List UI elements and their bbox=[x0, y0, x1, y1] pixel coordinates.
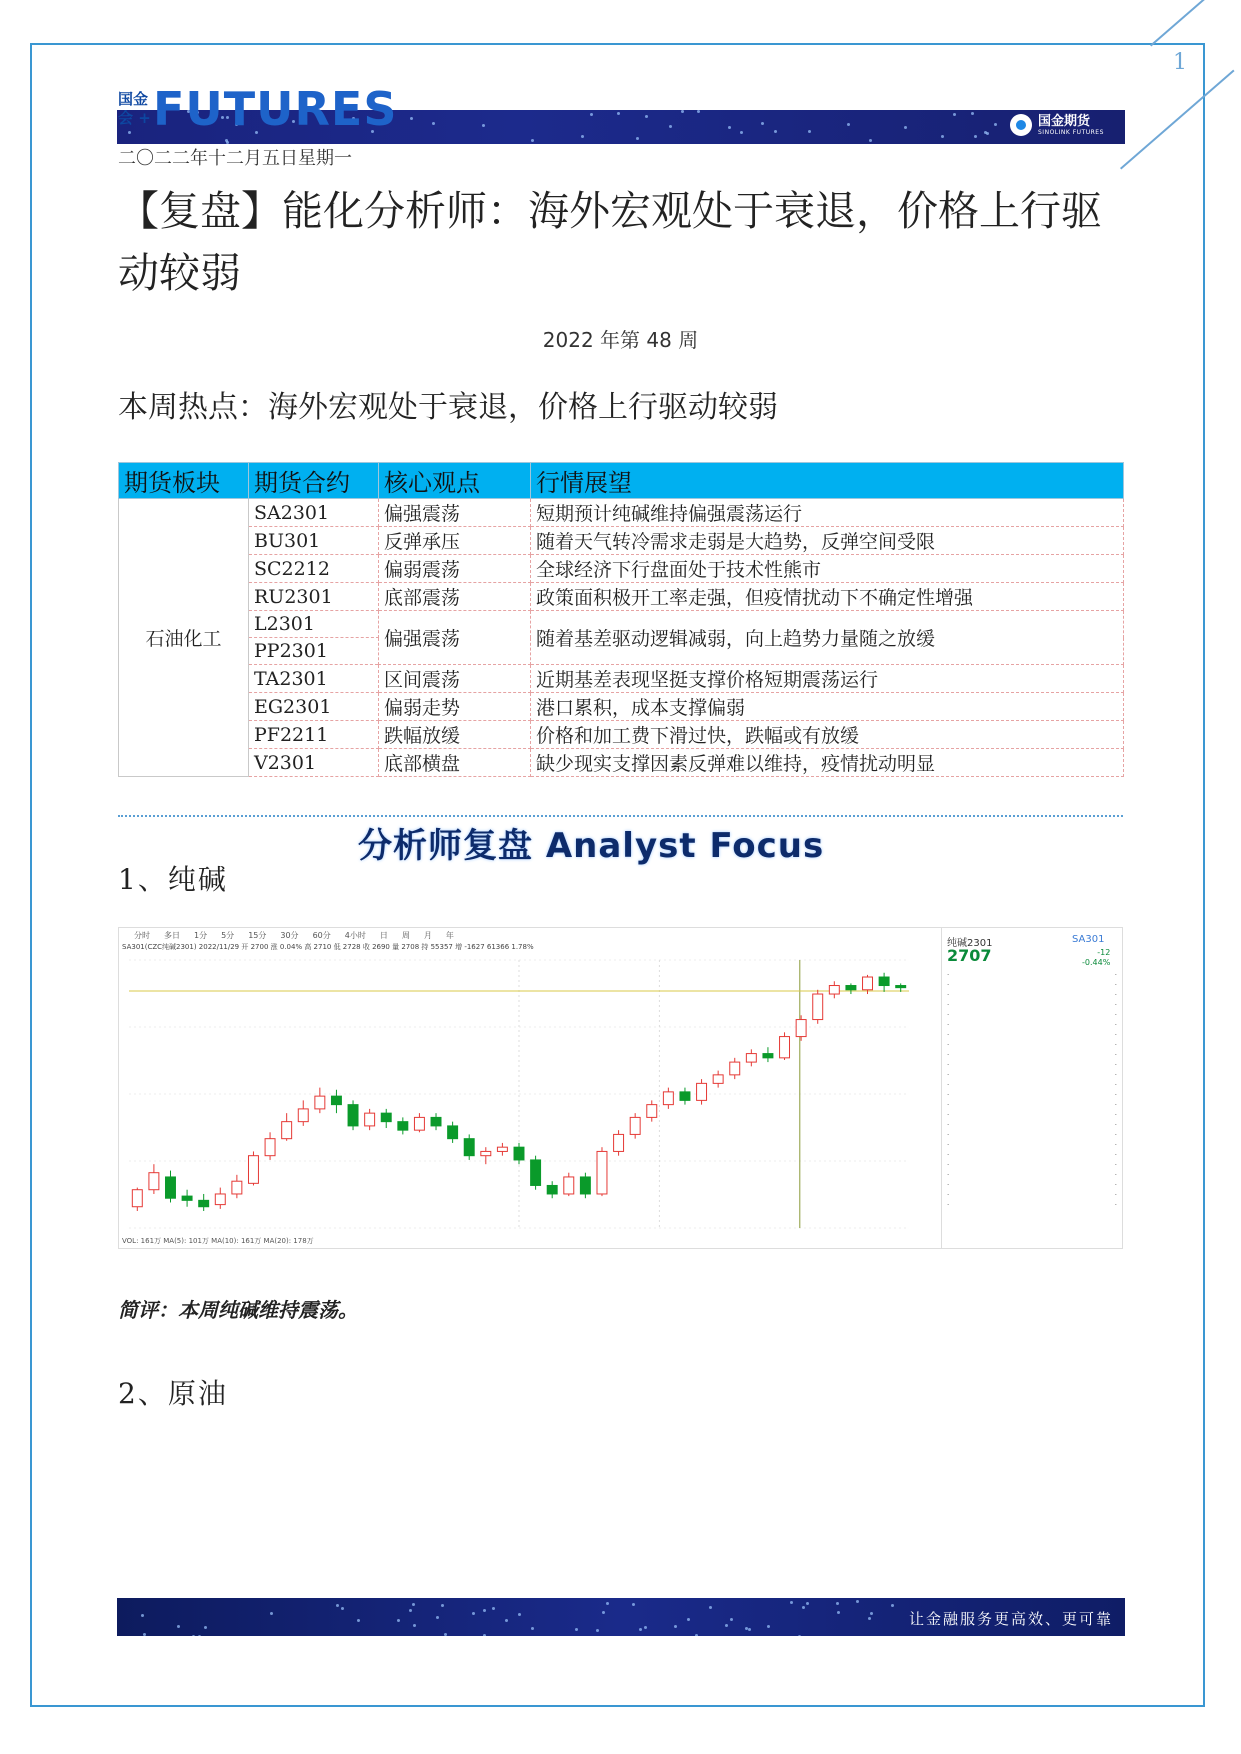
star-dot bbox=[806, 1602, 809, 1605]
chart-period-3[interactable]: 5分 bbox=[221, 930, 235, 940]
star-dot bbox=[681, 110, 684, 113]
star-dot bbox=[971, 112, 974, 115]
quote-row-value: · bbox=[1114, 1021, 1117, 1029]
star-dot bbox=[505, 1619, 508, 1622]
chart-period-9[interactable]: 周 bbox=[401, 930, 410, 940]
view-cell: 底部震荡 bbox=[379, 583, 531, 611]
comment-text: 简评：本周纯碱维持震荡。 bbox=[118, 1298, 358, 1322]
quote-row-value: · bbox=[1114, 1061, 1117, 1069]
candle-body bbox=[182, 1196, 192, 1200]
quote-row-label: · bbox=[947, 1041, 950, 1049]
table-header-row bbox=[119, 463, 1124, 499]
star-dot bbox=[606, 1602, 609, 1605]
star-dot bbox=[808, 130, 811, 133]
quote-rows bbox=[947, 970, 1117, 1210]
contract-cell: V2301 bbox=[249, 749, 379, 777]
table-row bbox=[119, 499, 1124, 527]
candle-body bbox=[846, 986, 856, 990]
candle-body bbox=[879, 977, 889, 986]
star-dot bbox=[192, 1635, 195, 1636]
table-row bbox=[119, 749, 1124, 777]
star-dot bbox=[774, 130, 777, 133]
quote-row-value: · bbox=[1114, 991, 1117, 999]
quote-row-value: · bbox=[1114, 1151, 1117, 1159]
chart-plot bbox=[119, 928, 941, 1249]
candle-body bbox=[298, 1109, 308, 1122]
table-row bbox=[119, 665, 1124, 693]
quote-change bbox=[1082, 948, 1110, 968]
quote-row-value: · bbox=[1114, 1171, 1117, 1179]
section-heading-soda-ash: 1、纯碱 bbox=[118, 863, 228, 896]
outlook-cell: 全球经济下行盘面处于技术性熊市 bbox=[531, 555, 1124, 583]
star-dot bbox=[531, 139, 534, 142]
candle-body bbox=[647, 1105, 657, 1118]
outlook-cell: 随着基差驱动逻辑减弱，向上趋势力量随之放缓 bbox=[531, 611, 1124, 665]
quote-row-label: · bbox=[947, 1151, 950, 1159]
contract-cell: SA2301 bbox=[249, 499, 379, 527]
contract-cell: TA2301 bbox=[249, 665, 379, 693]
quote-row-label: · bbox=[947, 1031, 950, 1039]
star-dot bbox=[409, 1609, 412, 1612]
candle-body bbox=[580, 1177, 590, 1194]
candle-body bbox=[813, 994, 823, 1020]
quote-row bbox=[947, 1200, 1117, 1210]
quote-row-label: · bbox=[947, 981, 950, 989]
candle-body bbox=[398, 1122, 408, 1131]
quote-row bbox=[947, 1090, 1117, 1100]
star-dot bbox=[357, 1619, 360, 1622]
quote-row bbox=[947, 1130, 1117, 1140]
star-dot bbox=[198, 1635, 201, 1636]
star-dot bbox=[128, 131, 131, 134]
star-dot bbox=[870, 1612, 873, 1615]
chart-period-1[interactable]: 多日 bbox=[164, 930, 180, 940]
star-dot bbox=[847, 123, 850, 126]
star-dot bbox=[436, 1616, 439, 1619]
star-dot bbox=[482, 124, 485, 127]
candle-body bbox=[863, 977, 873, 990]
star-dot bbox=[974, 135, 977, 138]
quote-row-value: · bbox=[1114, 1081, 1117, 1089]
candle-body bbox=[431, 1117, 441, 1126]
quote-row bbox=[947, 1020, 1117, 1030]
quote-row-label: · bbox=[947, 1121, 950, 1129]
quote-row-label: · bbox=[947, 1141, 950, 1149]
quote-row bbox=[947, 980, 1117, 990]
candle-body bbox=[514, 1147, 524, 1160]
chart-period-6[interactable]: 60分 bbox=[312, 930, 331, 940]
star-dot bbox=[581, 135, 584, 138]
star-dot bbox=[596, 1629, 599, 1632]
star-dot bbox=[644, 1626, 647, 1629]
quote-row-label: · bbox=[947, 991, 950, 999]
candle-body bbox=[531, 1160, 541, 1186]
contract-cell: BU301 bbox=[249, 527, 379, 555]
star-dot bbox=[767, 1625, 770, 1628]
star-dot bbox=[444, 1633, 447, 1636]
star-dot bbox=[697, 110, 700, 113]
view-cell: 底部横盘 bbox=[379, 749, 531, 777]
quote-row-value: · bbox=[1114, 1201, 1117, 1209]
quote-code: SA301 bbox=[1072, 934, 1105, 945]
dotted-divider bbox=[118, 815, 1123, 817]
star-dot bbox=[270, 1612, 273, 1615]
star-dot bbox=[432, 122, 435, 125]
star-dot bbox=[472, 1612, 475, 1615]
star-dot bbox=[645, 115, 648, 118]
quote-row-label: · bbox=[947, 1021, 950, 1029]
star-dot bbox=[341, 1607, 344, 1610]
candle-body bbox=[614, 1134, 624, 1151]
candle-body bbox=[248, 1156, 258, 1184]
candle-body bbox=[780, 1037, 790, 1058]
candle-body bbox=[663, 1092, 673, 1105]
brand-circle-icon bbox=[1010, 114, 1032, 136]
quote-row-value: · bbox=[1114, 1161, 1117, 1169]
quote-change-value: -12 bbox=[1097, 948, 1111, 957]
quote-change-pct: -0.44% bbox=[1082, 958, 1111, 967]
candle-body bbox=[414, 1117, 424, 1130]
report-date: 二〇二二年十二月五日星期一 bbox=[118, 148, 352, 169]
candle-body bbox=[547, 1185, 557, 1194]
star-dot bbox=[177, 1625, 180, 1628]
quote-row bbox=[947, 1050, 1117, 1060]
table-row bbox=[119, 611, 1124, 638]
quote-row bbox=[947, 1170, 1117, 1180]
candle-body bbox=[680, 1092, 690, 1101]
quote-row bbox=[947, 1120, 1117, 1130]
star-dot bbox=[412, 1603, 415, 1606]
outlook-cell: 港口累积，成本支撑偏弱 bbox=[531, 693, 1124, 721]
table-row bbox=[119, 527, 1124, 555]
quote-row-value: · bbox=[1114, 1041, 1117, 1049]
outlook-cell: 缺少现实支撑因素反弹难以维持，疫情扰动明显 bbox=[531, 749, 1124, 777]
star-dot bbox=[941, 135, 944, 138]
outlook-cell: 随着天气转冷需求走弱是大趋势，反弹空间受限 bbox=[531, 527, 1124, 555]
candle-body bbox=[199, 1200, 209, 1206]
quote-row-label: · bbox=[947, 1161, 950, 1169]
star-dot bbox=[531, 1627, 534, 1630]
quote-row bbox=[947, 1060, 1117, 1070]
quote-row-value: · bbox=[1114, 1051, 1117, 1059]
outlook-table bbox=[118, 462, 1124, 777]
star-dot bbox=[687, 1618, 690, 1621]
quote-row-value: · bbox=[1114, 1131, 1117, 1139]
candle-body bbox=[232, 1181, 242, 1194]
candle-body bbox=[713, 1075, 723, 1084]
quote-row bbox=[947, 1070, 1117, 1080]
quote-row-label: · bbox=[947, 1071, 950, 1079]
quote-row-label: · bbox=[947, 1201, 950, 1209]
quote-panel bbox=[941, 928, 1123, 1249]
quote-row-value: · bbox=[1114, 1141, 1117, 1149]
header-sector: 期货板块 bbox=[119, 463, 249, 499]
view-cell: 偏强震荡 bbox=[379, 499, 531, 527]
candlestick-chart bbox=[118, 927, 1123, 1249]
quote-row bbox=[947, 1040, 1117, 1050]
quote-row-value: · bbox=[1114, 1031, 1117, 1039]
quote-row-label: · bbox=[947, 971, 950, 979]
chart-period-5[interactable]: 30分 bbox=[280, 930, 299, 940]
star-dot bbox=[143, 1633, 146, 1636]
candle-body bbox=[166, 1177, 176, 1198]
view-cell: 偏强震荡 bbox=[379, 611, 531, 665]
logo-mark: 国金 会 + bbox=[118, 90, 151, 127]
quote-row-label: · bbox=[947, 1081, 950, 1089]
star-dot bbox=[904, 126, 907, 129]
quote-row bbox=[947, 1030, 1117, 1040]
star-dot bbox=[636, 137, 639, 140]
volume-indicator: VOL: 161万 MA(5): 101万 MA(10): 161万 MA(20): 178万 bbox=[122, 1237, 314, 1245]
quote-row bbox=[947, 1000, 1117, 1010]
outlook-cell: 政策面积极开工率走强，但疫情扰动下不确定性增强 bbox=[531, 583, 1124, 611]
quote-row-label: · bbox=[947, 1051, 950, 1059]
quote-row-value: · bbox=[1114, 1181, 1117, 1189]
star-dot bbox=[725, 1624, 728, 1627]
candle-body bbox=[481, 1151, 491, 1155]
quote-row-label: · bbox=[947, 1181, 950, 1189]
footer-banner bbox=[117, 1598, 1125, 1636]
chart-period-11[interactable]: 年 bbox=[445, 930, 454, 940]
candle-body bbox=[896, 986, 906, 988]
star-dot bbox=[669, 125, 672, 128]
star-dot bbox=[790, 1601, 793, 1604]
candle-body bbox=[730, 1062, 740, 1075]
candle-body bbox=[763, 1054, 773, 1058]
table-row bbox=[119, 555, 1124, 583]
candle-body bbox=[132, 1190, 142, 1207]
corner-decoration bbox=[1150, 0, 1234, 47]
star-dot bbox=[868, 1617, 871, 1620]
star-dot bbox=[483, 1609, 486, 1612]
quote-row-value: · bbox=[1114, 1121, 1117, 1129]
star-dot bbox=[492, 1607, 495, 1610]
view-cell: 偏弱震荡 bbox=[379, 555, 531, 583]
star-dot bbox=[632, 1603, 635, 1606]
header-outlook: 行情展望 bbox=[531, 463, 1124, 499]
chart-period-0[interactable]: 分时 bbox=[134, 930, 150, 940]
star-dot bbox=[994, 123, 997, 126]
contract-cell: SC2212 bbox=[249, 555, 379, 583]
quote-row-label: · bbox=[947, 1131, 950, 1139]
footer-slogan: 让金融服务更高效、更可靠 bbox=[908, 1610, 1113, 1628]
star-dot bbox=[639, 1628, 642, 1631]
star-dot bbox=[483, 1634, 486, 1636]
quote-row bbox=[947, 1010, 1117, 1020]
table-row bbox=[119, 583, 1124, 611]
star-dot bbox=[761, 122, 764, 125]
quote-row-value: · bbox=[1114, 1001, 1117, 1009]
candle-body bbox=[829, 986, 839, 995]
table-row bbox=[119, 693, 1124, 721]
quote-symbol: 纯碱2301 bbox=[947, 938, 993, 949]
star-dot bbox=[856, 1600, 859, 1603]
candle-body bbox=[282, 1122, 292, 1139]
quote-row-value: · bbox=[1114, 1101, 1117, 1109]
quote-row bbox=[947, 1100, 1117, 1110]
chart-period-4[interactable]: 15分 bbox=[248, 930, 267, 940]
quote-row bbox=[947, 970, 1117, 980]
quote-row bbox=[947, 1190, 1117, 1200]
star-dot bbox=[837, 1611, 840, 1614]
outlook-cell: 近期基差表现坚挺支撑价格短期震荡运行 bbox=[531, 665, 1124, 693]
week-label: 2022 年第 48 周 bbox=[542, 328, 699, 352]
view-cell: 区间震荡 bbox=[379, 665, 531, 693]
candle-body bbox=[796, 1020, 806, 1037]
star-dot bbox=[891, 1604, 894, 1607]
section-heading-crude-oil: 2、原油 bbox=[118, 1377, 228, 1410]
table-row bbox=[119, 721, 1124, 749]
contract-cell: EG2301 bbox=[249, 693, 379, 721]
view-cell: 偏弱走势 bbox=[379, 693, 531, 721]
quote-row-label: · bbox=[947, 1171, 950, 1179]
quote-row-value: · bbox=[1114, 1091, 1117, 1099]
star-dot bbox=[141, 1614, 144, 1617]
quote-row bbox=[947, 1160, 1117, 1170]
candle-body bbox=[215, 1194, 225, 1205]
candle-body bbox=[630, 1117, 640, 1134]
quote-row bbox=[947, 990, 1117, 1000]
quote-row-value: · bbox=[1114, 971, 1117, 979]
quote-row-label: · bbox=[947, 1101, 950, 1109]
star-dot bbox=[986, 132, 989, 135]
futures-logo: FUTURES bbox=[153, 82, 398, 136]
candle-body bbox=[597, 1151, 607, 1194]
view-cell: 跌幅放缓 bbox=[379, 721, 531, 749]
quote-row-value: · bbox=[1114, 981, 1117, 989]
quote-row-value: · bbox=[1114, 1191, 1117, 1199]
star-dot bbox=[802, 1606, 805, 1609]
quote-row-label: · bbox=[947, 1091, 950, 1099]
candle-body bbox=[497, 1147, 507, 1151]
candle-body bbox=[697, 1083, 707, 1100]
star-dot bbox=[397, 1619, 400, 1622]
quote-row-value: · bbox=[1114, 1011, 1117, 1019]
quote-row bbox=[947, 1080, 1117, 1090]
quote-row bbox=[947, 1110, 1117, 1120]
star-dot bbox=[590, 113, 593, 116]
star-dot bbox=[575, 1628, 578, 1631]
quote-row-label: · bbox=[947, 1011, 950, 1019]
brand-subtitle: SINOLINK FUTURES bbox=[1038, 128, 1104, 136]
quote-row-label: · bbox=[947, 1001, 950, 1009]
star-dot bbox=[740, 131, 743, 134]
outlook-cell: 价格和加工费下滑过快，跌幅或有放缓 bbox=[531, 721, 1124, 749]
candle-body bbox=[348, 1105, 358, 1126]
ticker-info: SA301(CZC纯碱2301) 2022/11/29 开 2700 涨 0.04% 高 2710 低 2728 收 2690 量 2708 持 55357 增 -1627 61366 1.78% bbox=[122, 943, 534, 951]
candle-body bbox=[746, 1054, 756, 1063]
star-dot bbox=[336, 1604, 339, 1607]
quote-row bbox=[947, 1140, 1117, 1150]
hot-topic: 本周热点：海外宏观处于衰退，价格上行驱动较弱 bbox=[118, 390, 778, 425]
star-dot bbox=[730, 1618, 733, 1621]
candle-body bbox=[331, 1096, 341, 1105]
candle-body bbox=[365, 1113, 375, 1126]
analyst-focus-banner: 分析师复盘 Analyst Focus bbox=[358, 826, 825, 866]
star-dot bbox=[798, 1635, 801, 1636]
candle-body bbox=[464, 1139, 474, 1156]
star-dot bbox=[728, 126, 731, 129]
star-dot bbox=[836, 1602, 839, 1605]
candle-body bbox=[381, 1113, 391, 1122]
star-dot bbox=[518, 1613, 521, 1616]
star-dot bbox=[953, 113, 956, 116]
star-dot bbox=[602, 1611, 605, 1614]
chart-period-2[interactable]: 1分 bbox=[194, 930, 208, 940]
contract-cell: PP2301 bbox=[249, 638, 379, 665]
star-dot bbox=[869, 139, 872, 142]
chart-period-7[interactable]: 4小时 bbox=[344, 930, 366, 940]
star-dot bbox=[410, 117, 413, 120]
candle-body bbox=[149, 1173, 159, 1190]
brand-name: 国金期货 bbox=[1038, 113, 1091, 129]
star-dot bbox=[695, 1634, 698, 1636]
star-dot bbox=[748, 1628, 751, 1631]
star-dot bbox=[441, 1604, 444, 1607]
star-dot bbox=[617, 112, 620, 115]
candle-body bbox=[448, 1126, 458, 1139]
header-contract: 期货合约 bbox=[249, 463, 379, 499]
star-dot bbox=[709, 1606, 712, 1609]
quote-row-value: · bbox=[1114, 1071, 1117, 1079]
page-title: 【复盘】能化分析师：海外宏观处于衰退，价格上行驱动较弱 bbox=[118, 187, 1102, 297]
quote-row-label: · bbox=[947, 1111, 950, 1119]
contract-cell: PF2211 bbox=[249, 721, 379, 749]
chart-period-8[interactable]: 日 bbox=[379, 930, 388, 940]
page-number: 1 bbox=[1173, 50, 1187, 75]
quote-row-label: · bbox=[947, 1061, 950, 1069]
chart-period-10[interactable]: 月 bbox=[423, 930, 432, 940]
quote-row-value: · bbox=[1114, 1111, 1117, 1119]
contract-cell: RU2301 bbox=[249, 583, 379, 611]
header-view: 核心观点 bbox=[379, 463, 531, 499]
sector-cell: 石油化工 bbox=[119, 499, 249, 777]
star-dot bbox=[674, 1625, 677, 1628]
candle-body bbox=[265, 1139, 275, 1156]
star-dot bbox=[413, 1624, 416, 1627]
star-dot bbox=[204, 1626, 207, 1629]
brand-badge bbox=[1010, 114, 1104, 136]
contract-cell: L2301 bbox=[249, 611, 379, 638]
outlook-cell: 短期预计纯碱维持偏强震荡运行 bbox=[531, 499, 1124, 527]
candle-body bbox=[315, 1096, 325, 1109]
candle-body bbox=[564, 1177, 574, 1194]
quote-row bbox=[947, 1180, 1117, 1190]
quote-row bbox=[947, 1150, 1117, 1160]
quote-row-label: · bbox=[947, 1191, 950, 1199]
view-cell: 反弹承压 bbox=[379, 527, 531, 555]
quote-price: 2707 bbox=[947, 946, 992, 965]
